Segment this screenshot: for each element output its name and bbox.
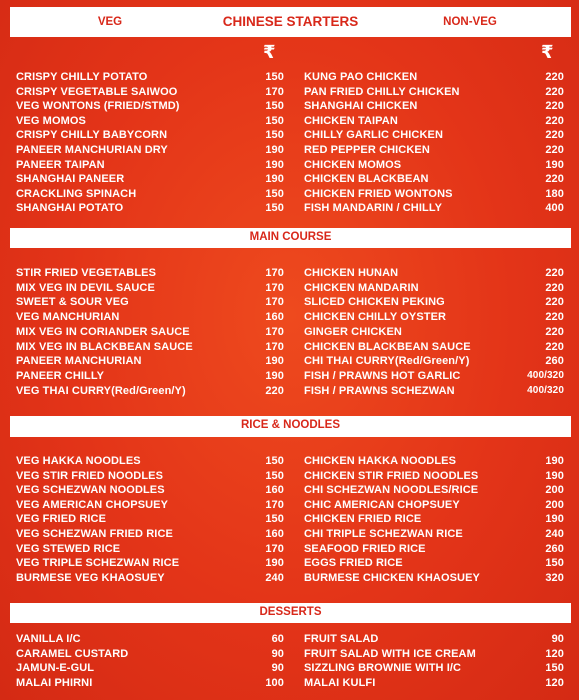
nonveg-item-price: 150	[545, 557, 564, 570]
menu-row	[0, 571, 579, 585]
nonveg-item-name: GINGER CHICKEN	[304, 325, 402, 338]
menu-row	[0, 498, 579, 512]
veg-item-price: 90	[271, 647, 284, 660]
veg-item-name: CRISPY CHILLY BABYCORN	[16, 129, 168, 142]
veg-item-name: CARAMEL CUSTARD	[16, 647, 129, 660]
veg-item-price: 170	[265, 542, 284, 555]
menu-row	[0, 172, 579, 186]
menu-row	[0, 340, 579, 354]
nonveg-item-name: CHI THAI CURRY(Red/Green/Y)	[304, 355, 470, 368]
veg-item-price: 220	[265, 384, 284, 397]
veg-item-name: VEG THAI CURRY(Red/Green/Y)	[16, 384, 186, 397]
nonveg-item-name: CHICKEN BLACKBEAN	[304, 173, 429, 186]
menu-row	[0, 384, 579, 398]
nonveg-item-name: FISH MANDARIN / CHILLY	[304, 202, 443, 215]
nonveg-item-price: 190	[545, 469, 564, 482]
veg-item-name: PANEER MANCHURIAN	[16, 355, 142, 368]
nonveg-item-name: CHICKEN STIR FRIED NOODLES	[304, 469, 479, 482]
veg-item-price: 190	[265, 355, 284, 368]
menu-row	[0, 281, 579, 295]
menu-row	[0, 483, 579, 497]
nonveg-item-price: 120	[545, 677, 564, 690]
veg-item-price: 150	[265, 469, 284, 482]
nonveg-item-name: CHICKEN TAIPAN	[304, 114, 398, 127]
nonveg-item-price: 400/320	[527, 384, 564, 396]
section-title: CHINESE STARTERS	[222, 14, 359, 29]
nonveg-item-price: 190	[545, 455, 564, 467]
veg-item-price: 190	[265, 158, 284, 171]
nonveg-item-price: 220	[545, 114, 564, 127]
nonveg-item-name: CHI TRIPLE SCHEZWAN RICE	[304, 528, 463, 540]
veg-item-price: 170	[265, 340, 284, 353]
veg-item-name: SHANGHAI PANEER	[16, 173, 125, 186]
veg-item-name: VANILLA I/C	[16, 633, 81, 645]
menu-row	[0, 647, 579, 661]
menu-row	[0, 454, 579, 468]
nonveg-item-price: 120	[545, 647, 564, 660]
nonveg-item-name: RED PEPPER CHICKEN	[304, 144, 430, 156]
veg-item-name: BURMESE VEG KHAOSUEY	[16, 571, 165, 584]
section-title: RICE & NOODLES	[240, 419, 341, 431]
nonveg-item-name: SLICED CHICKEN PEKING	[304, 296, 445, 309]
veg-item-price: 150	[265, 513, 284, 526]
veg-item-name: PANEER MANCHURIAN DRY	[16, 144, 168, 156]
nonveg-item-name: BURMESE CHICKEN KHAOSUEY	[304, 571, 480, 584]
rupee-icon: ₹	[541, 42, 554, 62]
menu-row	[0, 114, 579, 128]
nonveg-item-name: FISH / PRAWNS HOT GARLIC	[304, 369, 461, 382]
rice-noodles-header	[10, 416, 571, 437]
menu-row	[0, 676, 579, 690]
nonveg-item-price: 220	[545, 173, 564, 186]
veg-item-price: 150	[265, 202, 284, 215]
veg-item-price: 170	[265, 325, 284, 338]
desserts-header	[10, 603, 571, 623]
veg-item-price: 150	[265, 455, 284, 467]
nonveg-item-name: CHIC AMERICAN CHOPSUEY	[304, 498, 460, 511]
veg-item-name: VEG HAKKA NOODLES	[16, 455, 141, 467]
nonveg-item-price: 220	[545, 340, 564, 353]
veg-item-name: VEG WONTONS (FRIED/STMD)	[16, 100, 180, 113]
nonveg-item-price: 190	[545, 513, 564, 526]
veg-item-price: 60	[271, 633, 284, 645]
nonveg-item-name: EGGS FRIED RICE	[304, 557, 403, 570]
veg-item-price: 90	[271, 662, 284, 675]
veg-item-price: 170	[265, 85, 284, 98]
nonveg-item-price: 150	[545, 662, 564, 675]
nonveg-item-name: FRUIT SALAD WITH ICE CREAM	[304, 647, 476, 660]
veg-item-name: VEG STIR FRIED NOODLES	[16, 469, 164, 482]
veg-item-price: 150	[265, 114, 284, 127]
menu-row	[0, 556, 579, 570]
nonveg-item-price: 260	[545, 542, 564, 555]
nonveg-item-price: 200	[545, 498, 564, 511]
menu-row	[0, 512, 579, 526]
veg-item-name: VEG SCHEZWAN NOODLES	[16, 484, 165, 497]
menu-row	[0, 266, 579, 280]
veg-item-name: PANEER CHILLY	[16, 369, 105, 382]
nonveg-item-name: CHICKEN FRIED RICE	[304, 513, 422, 526]
veg-item-price: 190	[265, 173, 284, 186]
veg-item-name: VEG MANCHURIAN	[16, 311, 120, 324]
menu-row	[0, 143, 579, 157]
menu-row	[0, 128, 579, 142]
nonveg-item-price: 400/320	[527, 369, 564, 381]
veg-item-price: 170	[265, 498, 284, 511]
veg-item-name: VEG TRIPLE SCHEZWAN RICE	[16, 557, 180, 570]
menu-row	[0, 354, 579, 368]
veg-item-price: 100	[265, 677, 284, 690]
nonveg-item-price: 220	[545, 296, 564, 309]
nonveg-item-price: 220	[545, 311, 564, 324]
menu-row	[0, 310, 579, 324]
veg-item-price: 170	[265, 296, 284, 309]
veg-item-name: CRISPY VEGETABLE SAIWOO	[16, 85, 178, 98]
nonveg-item-name: SHANGHAI CHICKEN	[304, 100, 418, 113]
nonveg-item-name: PAN FRIED CHILLY CHICKEN	[304, 85, 460, 98]
menu-row	[0, 469, 579, 483]
veg-item-name: VEG FRIED RICE	[16, 513, 107, 526]
menu-row	[0, 99, 579, 113]
veg-item-price: 150	[265, 100, 284, 113]
chinese-starters-header	[10, 7, 571, 37]
veg-item-name: STIR FRIED VEGETABLES	[16, 267, 157, 279]
main-course-header	[10, 228, 571, 248]
nonveg-item-price: 180	[545, 187, 564, 200]
menu-row	[0, 158, 579, 172]
menu-row	[0, 85, 579, 99]
veg-item-name: VEG SCHEZWAN FRIED RICE	[16, 528, 173, 540]
menu-row	[0, 369, 579, 383]
veg-item-name: MIX VEG IN DEVIL SAUCE	[16, 281, 155, 294]
veg-item-price: 190	[265, 144, 284, 156]
veg-item-price: 160	[265, 528, 284, 540]
nonveg-item-price: 260	[545, 355, 564, 368]
nonveg-item-price: 320	[545, 571, 564, 584]
nonveg-item-name: FRUIT SALAD	[304, 633, 379, 645]
nonveg-item-price: 220	[545, 100, 564, 113]
nonveg-column-label: NON-VEG	[443, 16, 497, 28]
nonveg-item-price: 200	[545, 484, 564, 497]
nonveg-item-price: 220	[545, 325, 564, 338]
nonveg-item-name: MALAI KULFI	[304, 677, 376, 690]
veg-item-name: VEG AMERICAN CHOPSUEY	[16, 498, 169, 511]
nonveg-item-price: 220	[545, 281, 564, 294]
veg-item-name: PANEER TAIPAN	[16, 158, 105, 171]
nonveg-item-name: FISH / PRAWNS SCHEZWAN	[304, 384, 455, 397]
nonveg-item-name: CHICKEN HAKKA NOODLES	[304, 455, 457, 467]
nonveg-item-price: 220	[545, 85, 564, 98]
veg-item-price: 160	[265, 311, 284, 324]
nonveg-item-name: SEAFOOD FRIED RICE	[304, 542, 426, 555]
nonveg-item-price: 220	[545, 71, 564, 83]
menu-row	[0, 201, 579, 215]
veg-item-price: 150	[265, 71, 284, 83]
nonveg-item-name: SIZZLING BROWNIE WITH I/C	[304, 662, 462, 675]
veg-item-price: 150	[265, 129, 284, 142]
rupee-icon: ₹	[263, 42, 276, 62]
veg-item-name: MALAI PHIRNI	[16, 677, 93, 690]
menu-row	[0, 527, 579, 541]
nonveg-item-name: CHICKEN BLACKBEAN SAUCE	[304, 340, 471, 353]
veg-item-price: 160	[265, 484, 284, 497]
veg-item-price: 190	[265, 369, 284, 382]
nonveg-item-price: 190	[545, 158, 564, 171]
section-title: MAIN COURSE	[249, 231, 332, 243]
nonveg-item-name: KUNG PAO CHICKEN	[304, 71, 418, 83]
veg-item-price: 170	[265, 267, 284, 279]
nonveg-item-name: CHI SCHEZWAN NOODLES/RICE	[304, 484, 479, 497]
menu-row	[0, 295, 579, 309]
veg-item-name: JAMUN-E-GUL	[16, 662, 95, 675]
menu-row	[0, 661, 579, 675]
nonveg-item-name: CHICKEN HUNAN	[304, 267, 399, 279]
menu-row	[0, 542, 579, 556]
veg-item-price: 190	[265, 557, 284, 570]
nonveg-item-price: 90	[551, 633, 564, 645]
veg-item-name: CRACKLING SPINACH	[16, 187, 137, 200]
nonveg-item-price: 400	[545, 202, 564, 215]
menu-row	[0, 187, 579, 201]
menu-row	[0, 70, 579, 84]
veg-item-name: VEG MOMOS	[16, 114, 86, 127]
nonveg-item-name: CHILLY GARLIC CHICKEN	[304, 129, 443, 142]
veg-column-label: VEG	[97, 16, 123, 28]
veg-item-name: VEG STEWED RICE	[16, 542, 121, 555]
nonveg-item-name: CHICKEN MOMOS	[304, 158, 402, 171]
nonveg-item-price: 240	[545, 528, 564, 540]
menu-row	[0, 632, 579, 646]
menu-row	[0, 325, 579, 339]
section-title: DESSERTS	[259, 606, 322, 618]
nonveg-item-price: 220	[545, 129, 564, 142]
veg-item-name: CRISPY CHILLY POTATO	[16, 71, 148, 83]
nonveg-item-price: 220	[545, 267, 564, 279]
veg-item-price: 170	[265, 281, 284, 294]
nonveg-item-price: 220	[545, 144, 564, 156]
veg-item-name: MIX VEG IN CORIANDER SAUCE	[16, 325, 190, 338]
nonveg-item-name: CHICKEN FRIED WONTONS	[304, 187, 453, 200]
veg-item-name: SHANGHAI POTATO	[16, 202, 124, 215]
veg-item-name: SWEET & SOUR VEG	[16, 296, 129, 309]
veg-item-price: 240	[265, 571, 284, 584]
nonveg-item-name: CHICKEN MANDARIN	[304, 281, 419, 294]
veg-item-name: MIX VEG IN BLACKBEAN SAUCE	[16, 340, 193, 353]
veg-item-price: 150	[265, 187, 284, 200]
nonveg-item-name: CHICKEN CHILLY OYSTER	[304, 311, 447, 324]
